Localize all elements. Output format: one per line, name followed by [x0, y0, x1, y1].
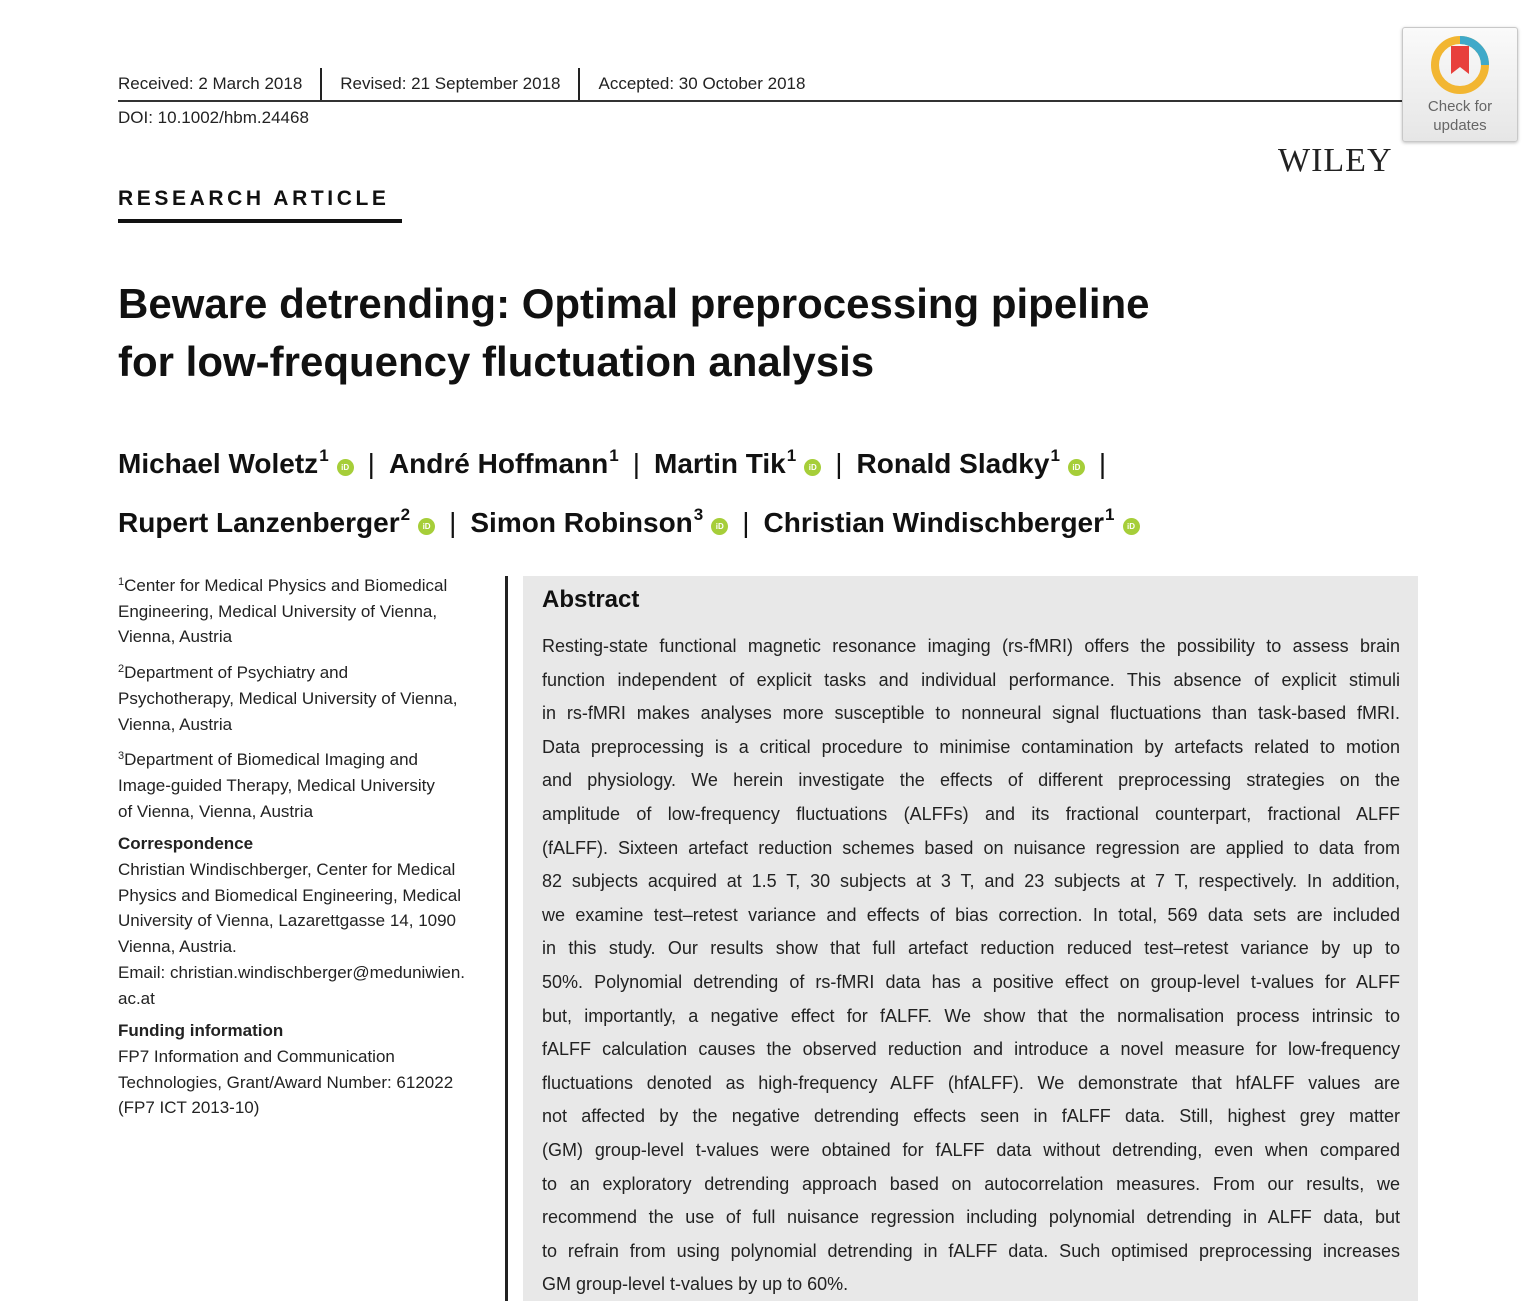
author[interactable]: Simon Robinson$^3$iD — [470, 507, 728, 538]
orcid-icon[interactable]: iD — [1123, 518, 1140, 535]
accepted-date: Accepted: 30 October 2018 — [598, 74, 806, 93]
abstract-line: fALFF calculation causes the observed reduction and introduce a novel measure for low-frequency — [542, 1039, 1400, 1060]
author[interactable]: Martin Tik$^1$iD — [654, 448, 821, 479]
abstract-line: in this study. Our results show that full artefact reduction reduced test–retest variance by up to — [542, 938, 1400, 959]
funding-heading: Funding information — [118, 1021, 284, 1041]
author[interactable]: Michael Woletz$^1$iD — [118, 448, 354, 479]
abstract-line: not affected by the negative detrending effects seen in fALFF data. Still, highest grey matter — [542, 1106, 1400, 1127]
abstract-line: in rs-fMRI makes analyses more susceptible to nonneural signal fluctuations than task-based fMRI. — [542, 703, 1400, 724]
funding-information: Funding information FP7 Information and Communication Technologies, Grant/Award Number: 612022 (FP7 ICT 2013-10) — [118, 1018, 488, 1121]
affiliation: $^1$Center for Medical Physics and Biomedical Engineering, Medical University of Vienna, Vienna, Austria — [118, 576, 448, 647]
author[interactable]: André Hoffmann$^1$ — [388, 446, 619, 479]
abstract-line: to an exploratory detrending approach based on autocorrelation measures. From our results, we — [542, 1173, 1400, 1194]
email-link[interactable]: ac.at — [118, 988, 155, 1008]
revised-date: Revised: 21 September 2018 — [340, 74, 561, 93]
abstract-line: amplitude of low-frequency fluctuations (ALFFs) and its fractional counterpart, fractional ALFF — [542, 804, 1400, 824]
author-line: Rupert Lanzenberger$^2$iD | Simon Robinson$^3$iD | Christian Windischberger$^1$iD — [118, 489, 1318, 548]
orcid-icon[interactable]: iD — [418, 518, 435, 535]
orcid-icon[interactable]: iD — [711, 518, 728, 535]
divider — [578, 68, 580, 100]
abstract-line: 82 subjects acquired at 1.5 T, 30 subjects at 3 T, and 23 subjects at 7 T, respectively. In addition, — [542, 871, 1400, 892]
divider — [320, 68, 322, 100]
article-type: RESEARCH ARTICLE — [118, 187, 390, 210]
publication-dates — [118, 68, 1408, 100]
correspondence-heading: Correspondence — [118, 834, 254, 854]
doi: DOI: 10.1002/hbm.24468 — [118, 108, 309, 127]
publisher-logo: WILEY — [1278, 142, 1393, 179]
affiliation: $^3$Department of Biomedical Imaging and Image-guided Therapy, Medical University of Vienna, Vienna, Austria — [118, 750, 435, 821]
badge-label-2: updates — [1433, 117, 1487, 134]
abstract-heading: Abstract — [542, 586, 640, 613]
sidebar-metadata — [118, 570, 488, 1128]
author[interactable]: Ronald Sladky$^1$iD — [857, 448, 1085, 479]
author-list — [118, 430, 1318, 548]
abstract-line: recommend the use of full nuisance regression including polynomial detrending in ALFF data, but — [542, 1207, 1400, 1228]
check-for-updates-button[interactable] — [1402, 27, 1518, 142]
received-date: Received: 2 March 2018 — [118, 74, 303, 93]
author[interactable]: Christian Windischberger$^1$iD — [764, 507, 1140, 538]
abstract-line: and physiology. We herein investigate the effects of different preprocessing strategies on the — [542, 770, 1400, 791]
column-divider — [505, 576, 508, 1301]
orcid-icon[interactable]: iD — [1068, 459, 1085, 476]
abstract-box — [523, 576, 1418, 1301]
title-line: for low-frequency fluctuation analysis — [118, 338, 875, 385]
affiliation: $^2$Department of Psychiatry and Psychotherapy, Medical University of Vienna, Vienna, Austria — [118, 663, 458, 734]
correspondence: Correspondence Christian Windischberger, Center for Medical Physics and Biomedical Engineering, Medical University of Vienna, Lazarettgasse 14, 1090 Vienna, Austria. Email: christian.windischberger@meduniwien. ac.at — [118, 831, 488, 1011]
article-type-underline — [118, 219, 402, 223]
author-line: Michael Woletz$^1$iD | André Hoffmann$^1$ | Martin Tik$^1$iD | Ronald Sladky$^1$iD | — [118, 446, 1107, 479]
header-rule — [118, 100, 1408, 102]
abstract-line: Data preprocessing is a critical procedure to minimise contamination by artefacts related to motion — [542, 736, 1400, 757]
abstract-line: we examine test–retest variance and effects of bias correction. In total, 569 data sets are included — [542, 904, 1400, 925]
abstract-line: (GM) group-level t-values were obtained for fALFF data without detrending, even when compared — [542, 1140, 1400, 1160]
article-title — [118, 275, 1268, 391]
abstract-line: 50%. Polynomial detrending of rs-fMRI data has a positive effect on group-level t-values for ALFF — [542, 972, 1400, 992]
orcid-icon[interactable]: iD — [804, 459, 821, 476]
abstract-line: function independent of explicit tasks and individual performance. This absence of explicit stimuli — [542, 669, 1400, 690]
abstract-line: to refrain from using polynomial detrending in fALFF data. Such optimised preprocessing increases — [542, 1240, 1400, 1261]
badge-label-1: Check for — [1427, 98, 1493, 115]
title-line: Beware detrending: Optimal preprocessing pipeline — [118, 280, 1150, 327]
crossmark-icon — [1429, 34, 1491, 96]
abstract-line: but, importantly, a negative effect for fALFF. We show that the normalisation process intrinsic to — [542, 1005, 1400, 1026]
email-link[interactable]: Email: christian.windischberger@meduniwien. — [118, 962, 466, 982]
orcid-icon[interactable]: iD — [337, 459, 354, 476]
author[interactable]: Rupert Lanzenberger$^2$iD — [118, 507, 435, 538]
abstract-line: fluctuations denoted as high-frequency ALFF (hfALFF). We demonstrate that hfALFF values are — [542, 1072, 1400, 1093]
abstract-line: GM group-level t-values by up to 60%. — [542, 1274, 849, 1295]
abstract-line: (fALFF). Sixteen artefact reduction schemes based on nuisance regression are applied to data from — [542, 837, 1400, 858]
abstract-line: Resting-state functional magnetic resonance imaging (rs-fMRI) offers the possibility to assess brain — [542, 636, 1400, 656]
